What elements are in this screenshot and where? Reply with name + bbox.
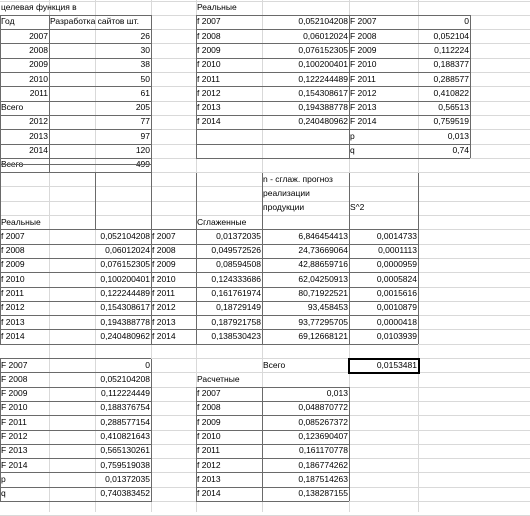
grid-line xyxy=(0,173,1,345)
cell-value[interactable]: 0,0000418 xyxy=(376,316,417,327)
cell-label[interactable]: F 2011 xyxy=(1,416,27,427)
cell-label[interactable]: f 2009 xyxy=(1,259,25,270)
cell-label[interactable]: f 2007 xyxy=(152,230,176,241)
cell-label[interactable]: F 2009 xyxy=(1,388,28,399)
grid-line xyxy=(349,173,350,345)
cell-label[interactable]: F 2010 xyxy=(350,59,377,70)
cell-header[interactable]: n - сглаж. прогноз xyxy=(263,173,333,184)
cell-value[interactable]: 0,085267372 xyxy=(298,416,348,427)
cell-title[interactable]: Расчетные xyxy=(197,373,240,384)
grid-line xyxy=(0,29,151,30)
cell-label[interactable]: f 2013 xyxy=(197,473,221,484)
cell-value[interactable]: 0,138287155 xyxy=(298,488,348,499)
cell-value[interactable]: 0,188376754 xyxy=(100,402,150,413)
cell-value[interactable]: 0,759519 xyxy=(433,116,469,127)
cell-year[interactable]: 2009 xyxy=(29,59,48,70)
grid-line xyxy=(196,43,470,44)
cell-value[interactable]: 0,122244489 xyxy=(100,288,150,298)
cell-label[interactable]: f 2014 xyxy=(197,116,221,127)
cell-header[interactable]: Разработка сайтов шт. xyxy=(50,16,139,27)
grid-line xyxy=(196,458,349,459)
cell-label[interactable]: q xyxy=(1,488,6,499)
grid-line xyxy=(0,344,418,345)
grid-line xyxy=(0,458,151,459)
grid-line xyxy=(0,229,418,230)
grid-line xyxy=(0,301,418,302)
grid-line xyxy=(0,329,418,330)
cell-label[interactable]: f 2010 xyxy=(197,431,221,441)
cell-label[interactable]: p xyxy=(350,130,355,141)
grid-line xyxy=(196,444,349,445)
cell-value[interactable]: 0,565130261 xyxy=(100,445,150,456)
cell-value[interactable]: 0,0001113 xyxy=(378,245,417,256)
grid-line xyxy=(0,101,151,102)
cell-year[interactable]: 2008 xyxy=(29,44,48,55)
grid-line xyxy=(0,15,151,16)
cell-header[interactable]: Реальные xyxy=(1,216,41,227)
grid-line xyxy=(196,415,349,416)
cell-label[interactable]: F 2012 xyxy=(1,431,28,441)
grid-line xyxy=(196,401,349,402)
cell-value[interactable]: 6,846454413 xyxy=(298,230,348,241)
cell-value[interactable]: 0,06012024 xyxy=(105,245,150,256)
cell-value[interactable]: 0,240480962 xyxy=(100,330,150,341)
cell-value[interactable]: 0,410822 xyxy=(433,87,469,98)
cell-value[interactable]: 0,187921758 xyxy=(211,316,261,327)
cell-label[interactable]: p xyxy=(1,473,6,484)
cell-label[interactable]: Всего xyxy=(263,359,286,370)
cell-value[interactable]: 24,73669064 xyxy=(298,245,348,256)
cell-value[interactable]: 26 xyxy=(140,30,150,41)
cell-value[interactable]: 0,288577 xyxy=(433,73,469,84)
cell-value[interactable]: 80,71922521 xyxy=(298,288,348,298)
cell-label[interactable]: F 2007 xyxy=(350,16,377,27)
grid-line xyxy=(418,173,419,345)
cell-value[interactable]: 0,410821643 xyxy=(100,431,150,441)
cell-value[interactable]: 0,187514263 xyxy=(298,473,348,484)
grid-line xyxy=(49,15,50,172)
cell-label[interactable]: F 2009 xyxy=(350,44,377,55)
cell-value[interactable]: 0,01372035 xyxy=(216,230,261,241)
cell-value[interactable]: 120 xyxy=(135,145,150,155)
cell-value[interactable]: 0,052104 xyxy=(433,30,469,41)
grid-line xyxy=(262,173,263,345)
grid-line xyxy=(0,158,151,159)
grid-line xyxy=(0,72,151,73)
cell-value[interactable]: 0,049572526 xyxy=(211,245,261,256)
cell-value[interactable]: 0,076152305 xyxy=(100,259,150,270)
cell-year[interactable]: 2010 xyxy=(29,73,48,84)
grid-line xyxy=(0,387,151,388)
grid-line xyxy=(0,358,151,359)
cell-value[interactable]: 0,0103939 xyxy=(376,330,417,341)
grid-line xyxy=(196,387,349,388)
cell-value[interactable]: 0,076152305 xyxy=(298,44,348,55)
cell-label[interactable]: f 2013 xyxy=(1,316,25,327)
cell-label[interactable]: F 2013 xyxy=(1,445,28,456)
cell-label[interactable]: f 2009 xyxy=(197,416,221,427)
cell-value[interactable]: 0,06012024 xyxy=(303,30,348,41)
cell-value[interactable]: 93,77295705 xyxy=(298,316,348,327)
cell-value[interactable]: 0,013 xyxy=(447,130,469,141)
cell-label[interactable]: f 2012 xyxy=(197,459,221,470)
cell-label[interactable]: q xyxy=(350,145,355,155)
cell-header[interactable]: продукции xyxy=(263,202,305,213)
grid-line xyxy=(196,158,470,159)
cell-value[interactable]: 50 xyxy=(140,73,150,84)
cell-label[interactable]: F 2013 xyxy=(350,102,377,113)
cell-label[interactable]: f 2008 xyxy=(197,402,221,413)
cell-value[interactable]: 42,88659716 xyxy=(298,259,348,270)
cell-label[interactable]: F 2014 xyxy=(350,116,377,127)
grid-line xyxy=(0,444,151,445)
cell-label[interactable]: F 2007 xyxy=(1,359,28,370)
grid-line xyxy=(0,43,151,44)
grid-line xyxy=(0,415,151,416)
grid-line xyxy=(0,244,418,245)
grid-line xyxy=(0,144,151,145)
cell-label[interactable]: f 2014 xyxy=(197,488,221,499)
cell-value[interactable]: 0,240480962 xyxy=(298,116,348,127)
cell-value[interactable]: 0,194388778 xyxy=(100,316,150,327)
cell-value[interactable]: 0,161170778 xyxy=(298,445,348,456)
cell-value[interactable]: 0,112224449 xyxy=(100,388,150,399)
cell-value[interactable]: 0,138530423 xyxy=(211,330,261,341)
cell-label[interactable]: f 2008 xyxy=(152,245,176,256)
cell-value[interactable]: 0,100200401 xyxy=(298,59,348,70)
cell-value[interactable]: 0,0010879 xyxy=(376,302,417,313)
grid-line xyxy=(349,387,350,501)
grid-line xyxy=(151,173,152,345)
cell-value[interactable]: 0,194388778 xyxy=(298,102,348,113)
grid-line xyxy=(196,144,470,145)
cell-value[interactable]: 0,100200401 xyxy=(100,273,150,284)
cell-value[interactable]: 0,01372035 xyxy=(105,473,150,484)
cell-value[interactable]: 0,08594508 xyxy=(216,259,261,270)
cell-label[interactable]: f 2012 xyxy=(152,302,176,313)
grid-line xyxy=(0,430,151,431)
cell-label[interactable]: f 2010 xyxy=(152,273,176,284)
cell-header[interactable]: Сглаженные xyxy=(197,216,247,227)
grid-line xyxy=(151,359,152,502)
grid-line xyxy=(0,172,151,173)
cell-value[interactable]: 61 xyxy=(140,87,150,98)
cell-label[interactable]: f 2008 xyxy=(1,245,25,256)
cell-value[interactable]: 0,124333686 xyxy=(211,273,261,284)
cell-value[interactable]: 0,74 xyxy=(452,145,469,155)
cell-value[interactable]: 0,154308617 xyxy=(298,87,348,98)
cell-value[interactable]: 0,0005824 xyxy=(376,273,417,284)
grid-line xyxy=(196,115,470,116)
grid-line xyxy=(0,401,151,402)
cell-title[interactable]: Реальные xyxy=(197,2,237,12)
cell-label[interactable]: f 2011 xyxy=(197,445,221,456)
cell-value[interactable]: 0,048870772 xyxy=(298,402,348,413)
cell-value[interactable]: 97 xyxy=(140,130,150,141)
cell-value[interactable]: 0,288577154 xyxy=(100,416,150,427)
cell-label[interactable]: f 2011 xyxy=(197,73,221,84)
grid-line xyxy=(196,487,349,488)
cell-label[interactable]: f 2014 xyxy=(152,330,176,341)
cell-label[interactable]: F 2010 xyxy=(1,402,28,413)
grid-line xyxy=(196,29,470,30)
cell-year[interactable]: 2014 xyxy=(29,145,48,155)
grid-line xyxy=(196,15,470,16)
grid-line xyxy=(196,173,197,345)
cell-label[interactable]: f 2007 xyxy=(1,230,25,241)
cell-value[interactable]: 30 xyxy=(140,44,150,55)
cell-label[interactable]: f 2007 xyxy=(197,16,221,27)
grid-line xyxy=(0,315,418,316)
cell-label[interactable]: F 2008 xyxy=(1,373,28,384)
grid-line xyxy=(0,287,418,288)
grid-line xyxy=(196,501,349,502)
grid-line xyxy=(196,387,197,501)
cell-label[interactable]: f 2012 xyxy=(1,302,25,313)
cell-value[interactable]: 0,56513 xyxy=(438,102,469,113)
cell-value[interactable]: 69,12668121 xyxy=(298,330,348,341)
cell-value[interactable]: 0,759519038 xyxy=(100,459,150,470)
cell-value[interactable]: 0,0000959 xyxy=(376,259,417,270)
cell-value[interactable]: 62,04250913 xyxy=(298,273,348,284)
grid-line xyxy=(349,15,350,158)
cell-label[interactable]: f 2013 xyxy=(197,102,221,113)
grid-line xyxy=(0,15,1,172)
cell-label[interactable]: F 2008 xyxy=(350,30,377,41)
cell-label[interactable]: Всего xyxy=(1,102,24,113)
cell-value[interactable]: 0 xyxy=(464,16,469,27)
cell-value[interactable]: 0,122244489 xyxy=(298,73,348,84)
cell-label[interactable]: f 2010 xyxy=(1,273,25,284)
cell-label[interactable]: f 2009 xyxy=(197,44,221,55)
grid-line xyxy=(0,359,1,502)
cell-label[interactable]: Всего xyxy=(1,159,24,170)
cell-value[interactable]: 205 xyxy=(135,102,150,113)
cell-label[interactable]: f 2012 xyxy=(197,87,221,98)
grid-line xyxy=(0,164,151,165)
grid-line xyxy=(0,129,151,130)
cell-label[interactable]: f 2011 xyxy=(1,288,25,298)
cell-value[interactable]: 0,052104208 xyxy=(100,230,150,241)
cell-label[interactable]: F 2012 xyxy=(350,87,377,98)
grid-line xyxy=(196,58,470,59)
cell-value[interactable]: 0,186774262 xyxy=(298,459,348,470)
grid-line xyxy=(0,487,151,488)
cell-year[interactable]: 2012 xyxy=(29,116,48,127)
cell-label[interactable]: f 2013 xyxy=(152,316,176,327)
cell-label[interactable]: f 2010 xyxy=(197,59,221,70)
cell-value[interactable]: 0,18729149 xyxy=(216,302,261,313)
cell-label[interactable]: f 2007 xyxy=(197,388,221,399)
cell-label[interactable]: f 2014 xyxy=(1,330,25,341)
grid-line xyxy=(262,387,263,501)
cell-header[interactable]: Год xyxy=(1,16,15,27)
cell-header[interactable]: реализации xyxy=(263,187,310,198)
cell-value[interactable]: 0,0015616 xyxy=(376,288,417,298)
grid-line xyxy=(196,430,349,431)
grid-line xyxy=(196,72,470,73)
grid-line xyxy=(196,472,349,473)
cell-value[interactable]: 0,0014733 xyxy=(376,230,417,241)
cell-label[interactable]: f 2009 xyxy=(152,259,176,270)
grid-line xyxy=(196,86,470,87)
cell-value[interactable]: 77 xyxy=(140,116,150,127)
cell-value[interactable]: 0,123690407 xyxy=(298,431,348,441)
grid-line xyxy=(0,58,151,59)
grid-line xyxy=(470,15,471,158)
grid-line xyxy=(196,15,197,158)
cell-value[interactable]: 0,013 xyxy=(326,388,348,399)
cell-value[interactable]: 499 xyxy=(135,159,150,170)
cell-value[interactable]: 0,052104208 xyxy=(298,16,348,27)
cell-value[interactable]: 0,740383452 xyxy=(100,488,150,499)
cell-value[interactable]: 93,458453 xyxy=(307,302,348,313)
cell-year[interactable]: 2011 xyxy=(29,87,48,98)
grid-line xyxy=(0,372,151,373)
grid-line xyxy=(196,101,470,102)
grid-line xyxy=(0,258,418,259)
grid-line xyxy=(0,115,151,116)
cell-label[interactable]: F 2014 xyxy=(1,459,28,470)
cell-value[interactable]: 0,154308617 xyxy=(100,302,150,313)
grid-line xyxy=(196,129,470,130)
cell-value[interactable]: 0,161761974 xyxy=(211,288,261,298)
cell-value[interactable]: 0,112224 xyxy=(434,44,469,55)
grid-line xyxy=(0,472,151,473)
grid-line xyxy=(151,15,152,172)
grid-line xyxy=(0,272,418,273)
cell-value[interactable]: 0 xyxy=(145,359,150,370)
cell-year[interactable]: 2007 xyxy=(29,30,48,41)
grid-line xyxy=(95,173,96,230)
cell-label[interactable]: f 2011 xyxy=(152,288,176,298)
cell-value[interactable]: 0,052104208 xyxy=(100,373,150,384)
cell-title[interactable]: целевая функция в xyxy=(1,2,77,12)
grid-line xyxy=(0,501,151,502)
grid-line xyxy=(0,86,151,87)
cell-year[interactable]: 2013 xyxy=(29,130,48,141)
cell-label[interactable]: f 2008 xyxy=(197,30,221,41)
cell-value[interactable]: 0,188377 xyxy=(433,59,469,70)
cell-value-selected[interactable]: 0,0153481 xyxy=(376,359,417,370)
cell-value[interactable]: 38 xyxy=(140,59,150,70)
cell-label[interactable]: F 2011 xyxy=(350,73,376,84)
cell-header[interactable]: S^2 xyxy=(350,202,365,213)
